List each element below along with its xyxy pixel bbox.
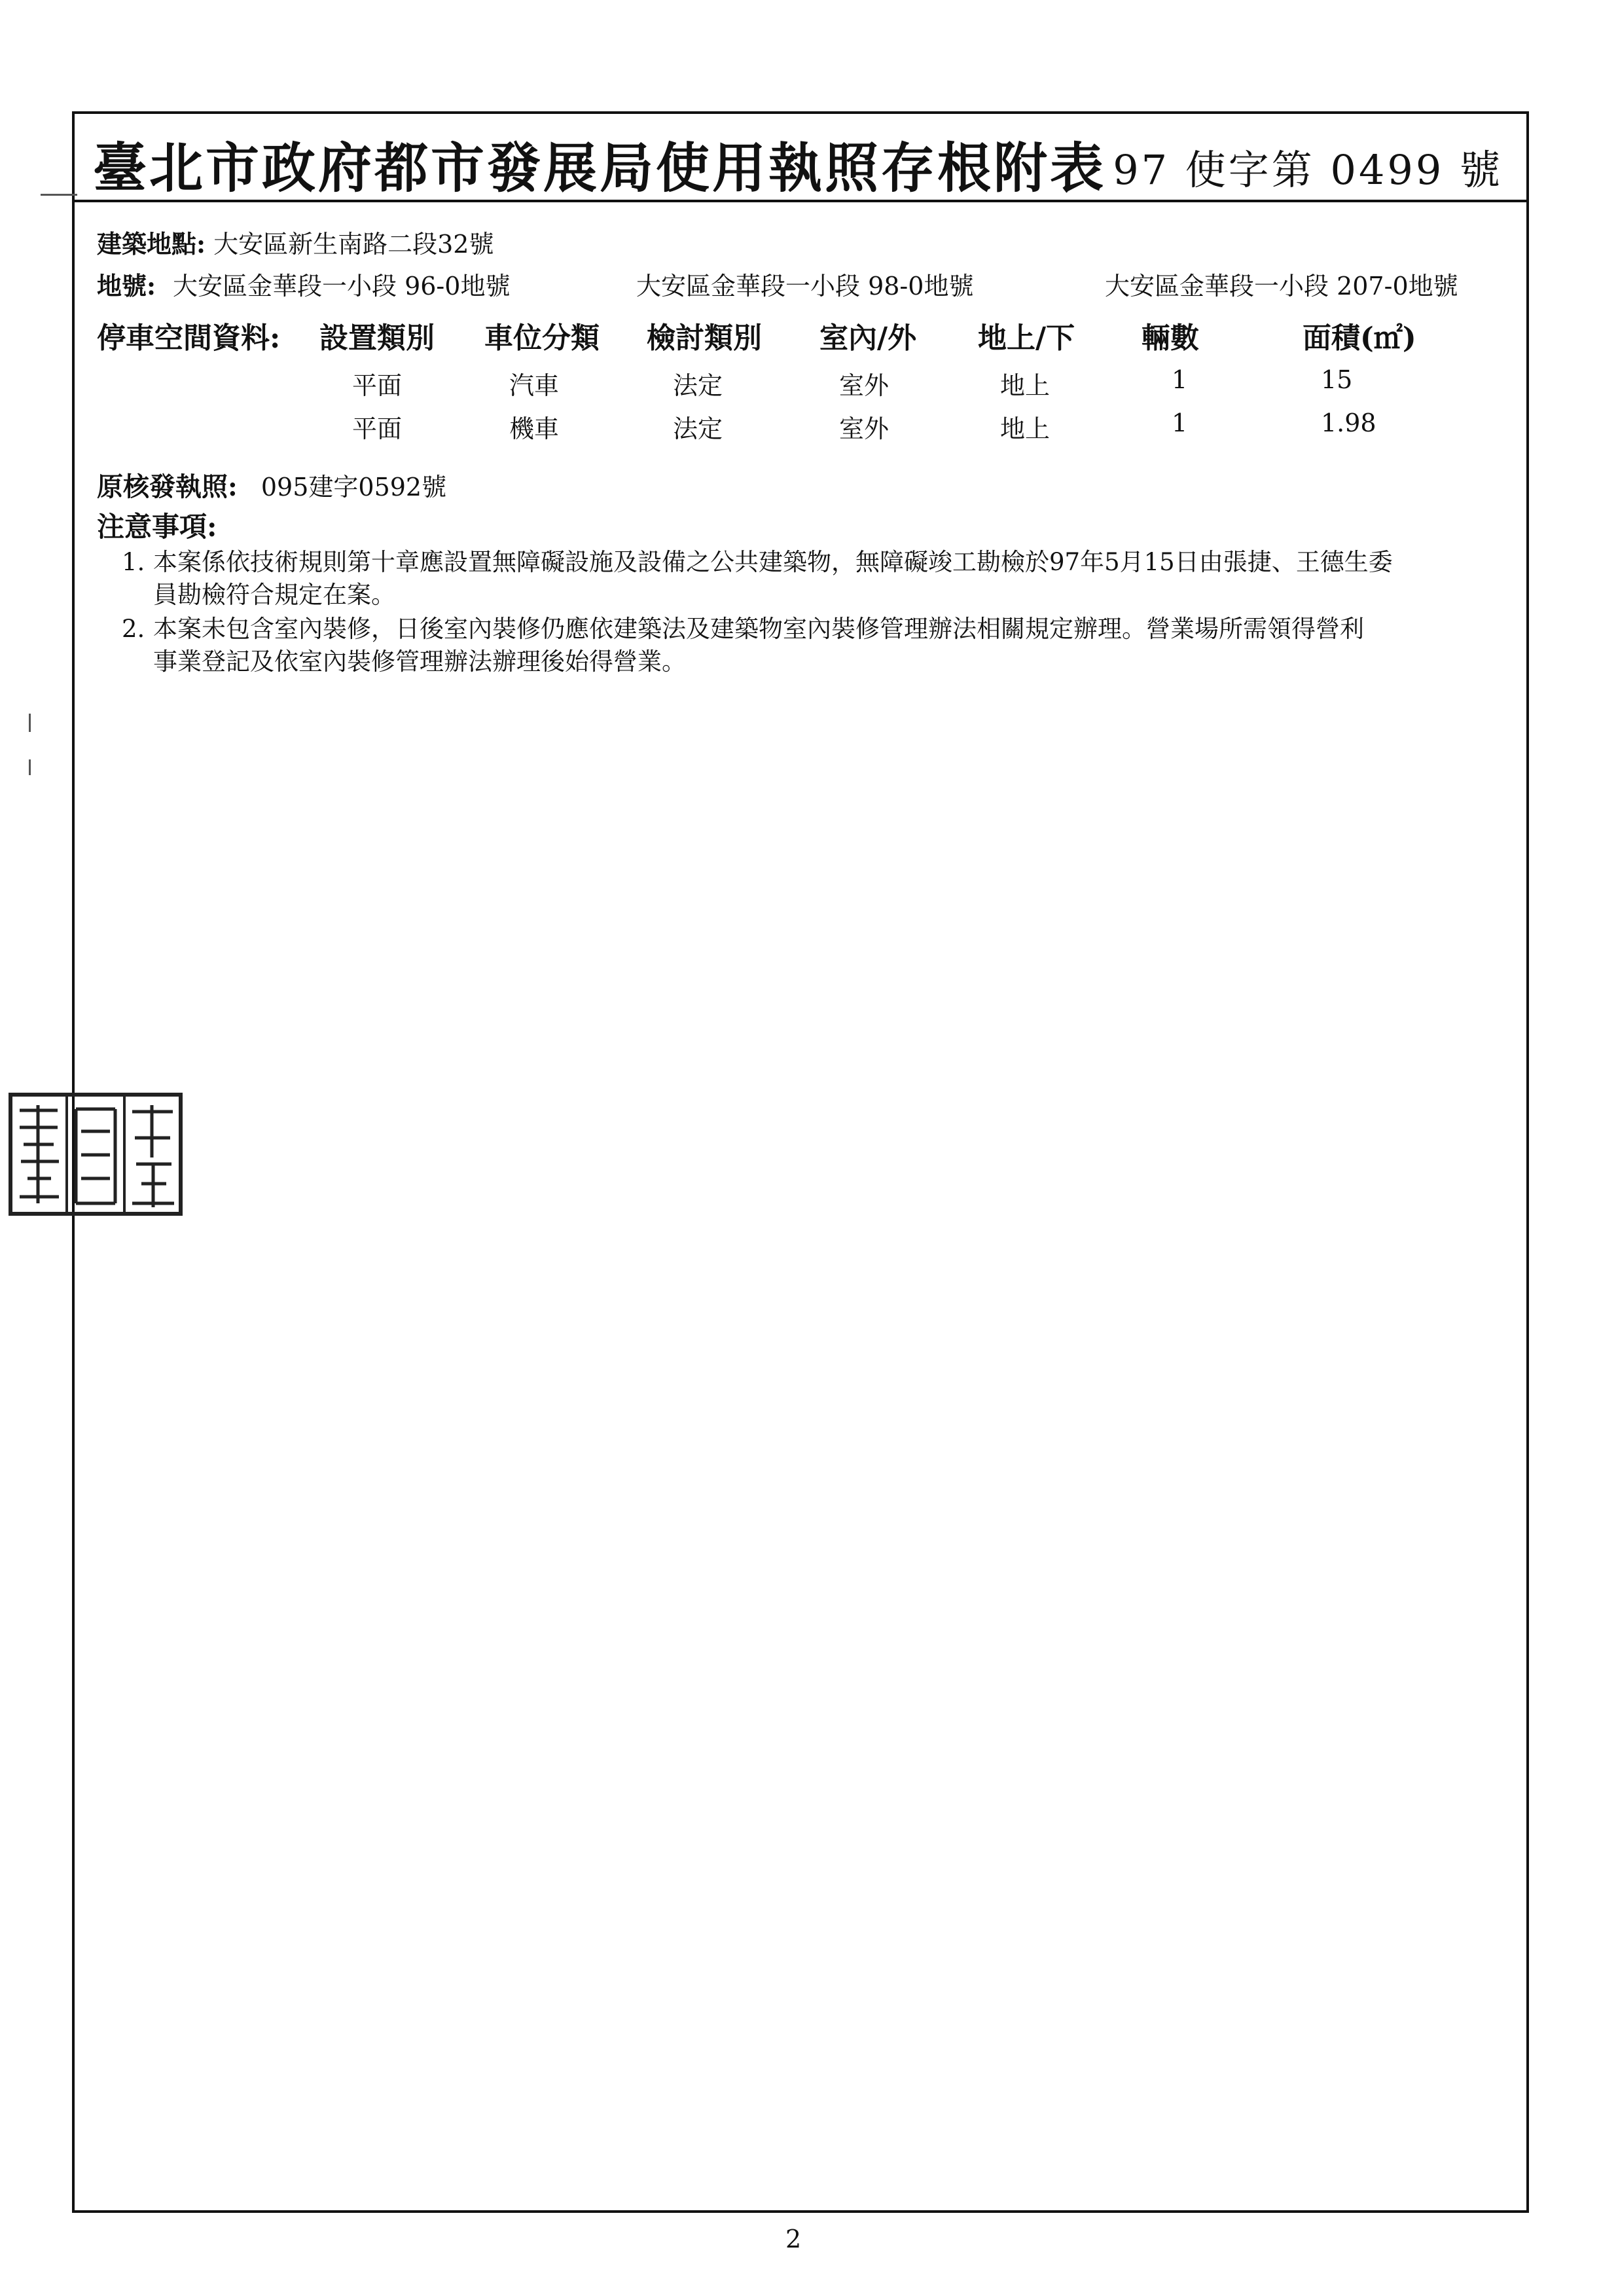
note-item-2 <box>122 613 1516 678</box>
note-2-line1: 本案未包含室內裝修，日後室內裝修仍應依建築法及建築物室內裝修管理辦法相關規定辦理。營業場所需領得營利 <box>153 615 1364 643</box>
parking-row1-review-type: 法定 <box>673 371 723 400</box>
scan-artifact-mark <box>29 759 31 775</box>
document-frame <box>72 111 1529 2213</box>
note-1-line1: 本案係依技術規則第十章應設置無障礙設施及設備之公共建築物，無障礙竣工勘檢於97年5月15日由張捷、王德生委 <box>153 548 1393 576</box>
parking-row2-vehicle-type: 機車 <box>509 414 560 443</box>
building-location <box>97 224 494 260</box>
lot-number-3: 大安區金華段一小段 207-0地號 <box>1105 272 1458 301</box>
building-location-value: 大安區新生南路二段32號 <box>213 230 494 259</box>
note-2-line2: 事業登記及依室內裝修管理辦法辦理後始得營業。 <box>153 647 686 676</box>
lot-number-2: 大安區金華段一小段 98-0地號 <box>636 272 974 301</box>
building-location-label: 建築地點: <box>97 229 206 259</box>
parking-row1-category: 平面 <box>352 371 403 400</box>
original-license-label: 原核發執照: <box>97 471 238 502</box>
scan-artifact-mark <box>41 194 77 196</box>
parking-row1-area: 15 <box>1321 365 1353 394</box>
parking-row2-above-below: 地上 <box>1000 414 1051 443</box>
parking-row1-count: 1 <box>1172 365 1188 394</box>
title-bar <box>75 114 1526 202</box>
note-1-number: 1. <box>122 548 145 576</box>
parking-header-indoor-outdoor: 室內/外 <box>819 321 917 355</box>
note-1-line2: 員勘檢符合規定在案。 <box>153 581 395 609</box>
parking-row2-review-type: 法定 <box>673 414 723 443</box>
note-2-number: 2. <box>122 615 145 643</box>
parking-row2-count: 1 <box>1172 409 1188 437</box>
lot-numbers-label: 地號: <box>97 271 156 301</box>
permit-number: 97 使字第 0499 號 <box>1113 146 1503 194</box>
original-license-value: 095建字0592號 <box>261 473 447 501</box>
scan-artifact-mark <box>29 714 31 732</box>
note-item-1 <box>122 546 1516 611</box>
parking-label: 停車空間資料: <box>97 321 281 355</box>
parking-row1-vehicle-type: 汽車 <box>509 371 560 400</box>
original-license <box>97 466 446 503</box>
parking-header-category: 設置類別 <box>319 321 435 355</box>
page-number: 2 <box>785 2225 802 2253</box>
parking-header-above-below: 地上/下 <box>978 321 1075 355</box>
parking-header-vehicle-type: 車位分類 <box>484 321 600 355</box>
notes-label: 注意事項: <box>97 511 217 543</box>
document-title: 臺北市政府都市發展局使用執照存根附表 <box>93 137 1107 200</box>
parking-header-area: 面積(㎡) <box>1303 321 1416 355</box>
archive-seal-stamp <box>8 1092 183 1216</box>
parking-header-review-type: 檢討類別 <box>647 321 762 355</box>
lot-number-1: 大安區金華段一小段 96-0地號 <box>173 272 511 301</box>
parking-row2-indoor-outdoor: 室外 <box>839 414 890 443</box>
parking-row2-category: 平面 <box>352 414 403 443</box>
parking-header-count: 輛數 <box>1142 321 1199 355</box>
parking-row2-area: 1.98 <box>1321 409 1376 437</box>
parking-row1-indoor-outdoor: 室外 <box>839 371 890 400</box>
parking-row1-above-below: 地上 <box>1000 371 1051 400</box>
